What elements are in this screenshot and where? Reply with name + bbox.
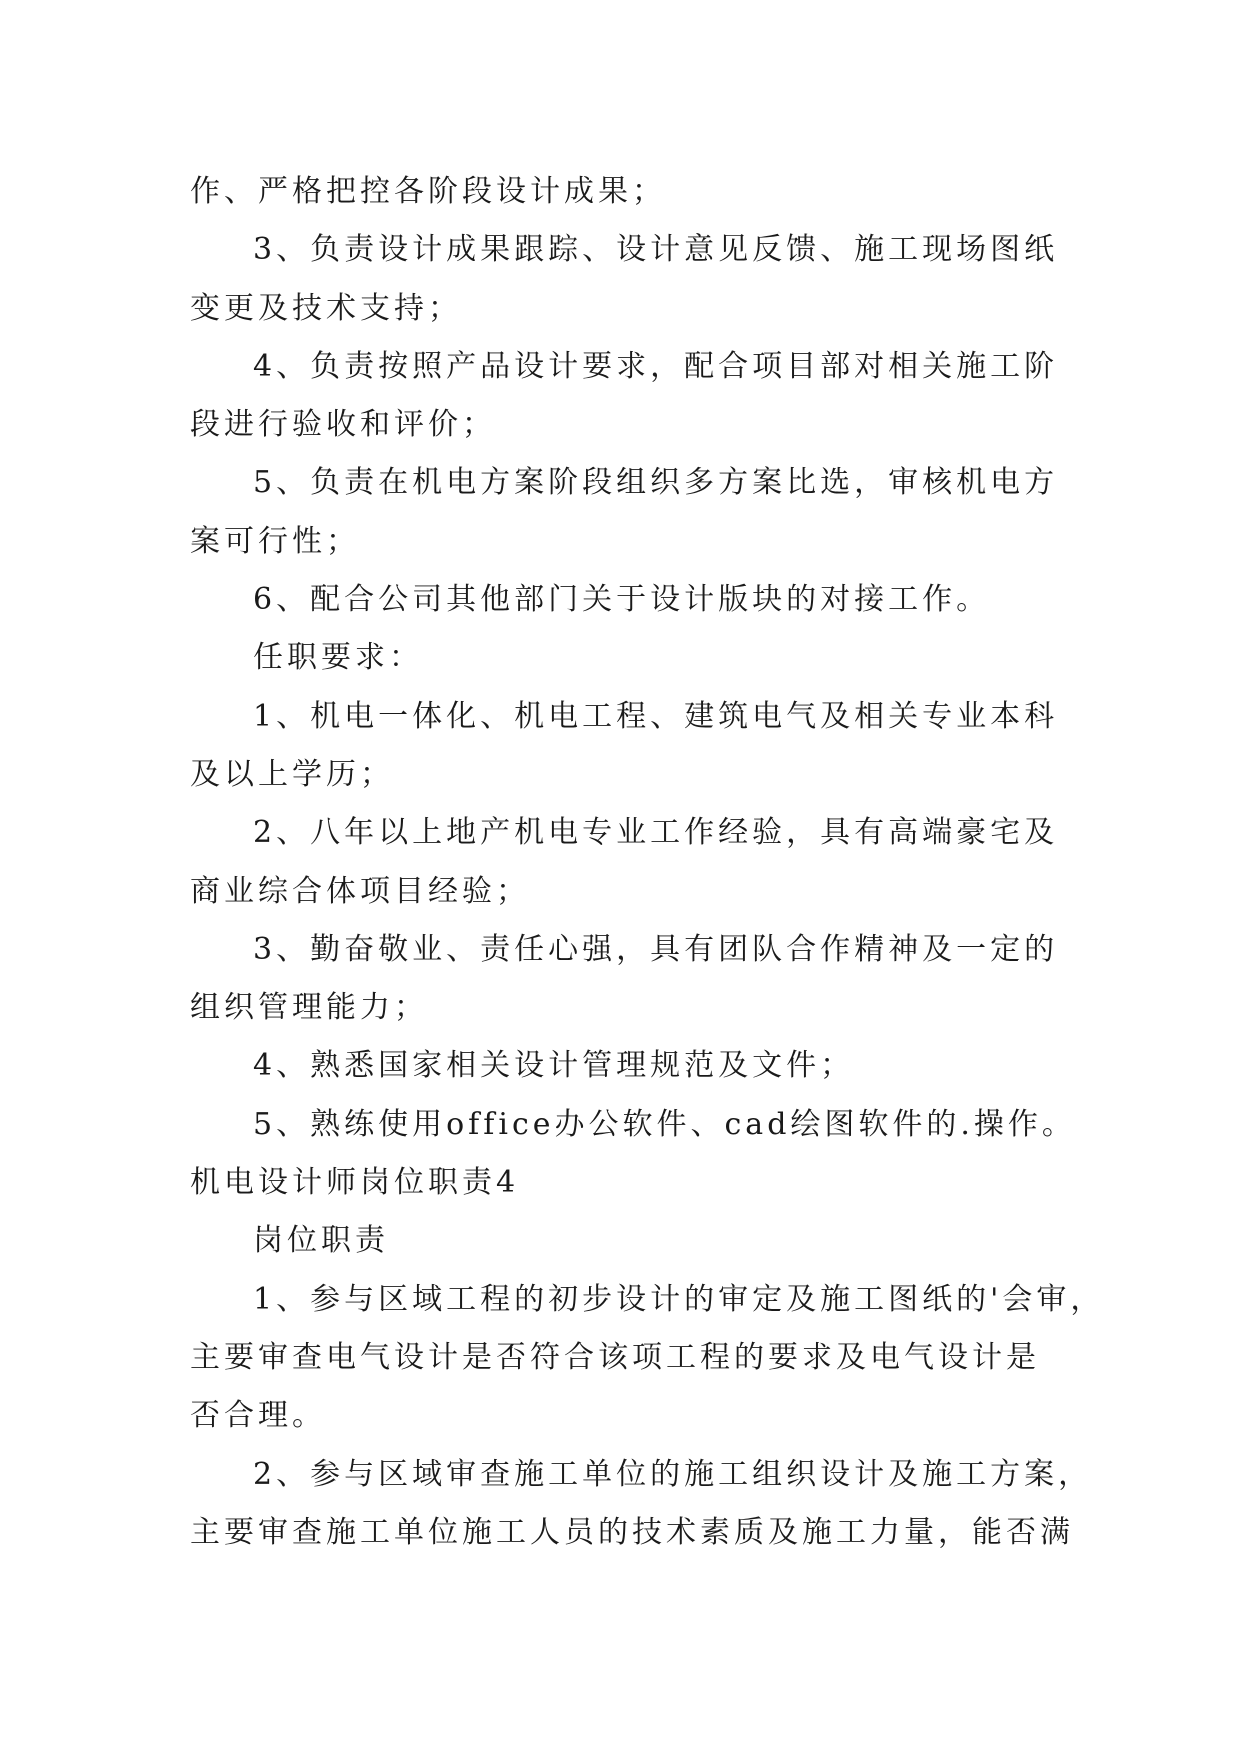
text-line: 商业综合体项目经验； [190, 873, 530, 909]
text-line: 2、参与区域审查施工单位的施工组织设计及施工方案， [253, 1456, 1093, 1492]
text-line: 5、负责在机电方案阶段组织多方案比选，审核机电方 [253, 465, 1059, 501]
text-line: 案可行性； [190, 523, 360, 559]
text-line: 段进行验收和评价； [190, 407, 496, 443]
text-line: 及以上学历； [190, 756, 394, 792]
text-line: 1、机电一体化、机电工程、建筑电气及相关专业本科 [253, 698, 1059, 734]
text-line: 3、负责设计成果跟踪、设计意见反馈、施工现场图纸 [253, 232, 1059, 268]
document-body [190, 163, 1105, 1562]
text-line: 组织管理能力； [190, 990, 428, 1026]
text-line: 4、熟悉国家相关设计管理规范及文件； [253, 1048, 855, 1084]
text-line: 3、勤奋敬业、责任心强，具有团队合作精神及一定的 [253, 931, 1059, 967]
text-line: 1、参与区域工程的初步设计的审定及施工图纸的'会审， [253, 1281, 1105, 1317]
section-heading: 任职要求： [253, 640, 423, 676]
text-line: 6、配合公司其他部门关于设计版块的对接工作。 [253, 582, 991, 618]
text-line: 否合理。 [190, 1398, 326, 1434]
text-line: 变更及技术支持； [190, 290, 462, 326]
text-line: 主要审查电气设计是否符合该项工程的要求及电气设计是 [190, 1339, 1040, 1375]
text-line: 5、熟练使用office办公软件、cad绘图软件的.操作。 [253, 1106, 1076, 1142]
text-line: 主要审查施工单位施工人员的技术素质及施工力量，能否满 [190, 1514, 1074, 1550]
text-line: 作、严格把控各阶段设计成果； [190, 174, 666, 209]
text-line: 2、八年以上地产机电专业工作经验，具有高端豪宅及 [253, 815, 1059, 851]
section-heading: 岗位职责 [253, 1223, 389, 1259]
text-line: 4、负责按照产品设计要求，配合项目部对相关施工阶 [253, 348, 1059, 384]
document-heading: 机电设计师岗位职责4 [190, 1165, 520, 1201]
